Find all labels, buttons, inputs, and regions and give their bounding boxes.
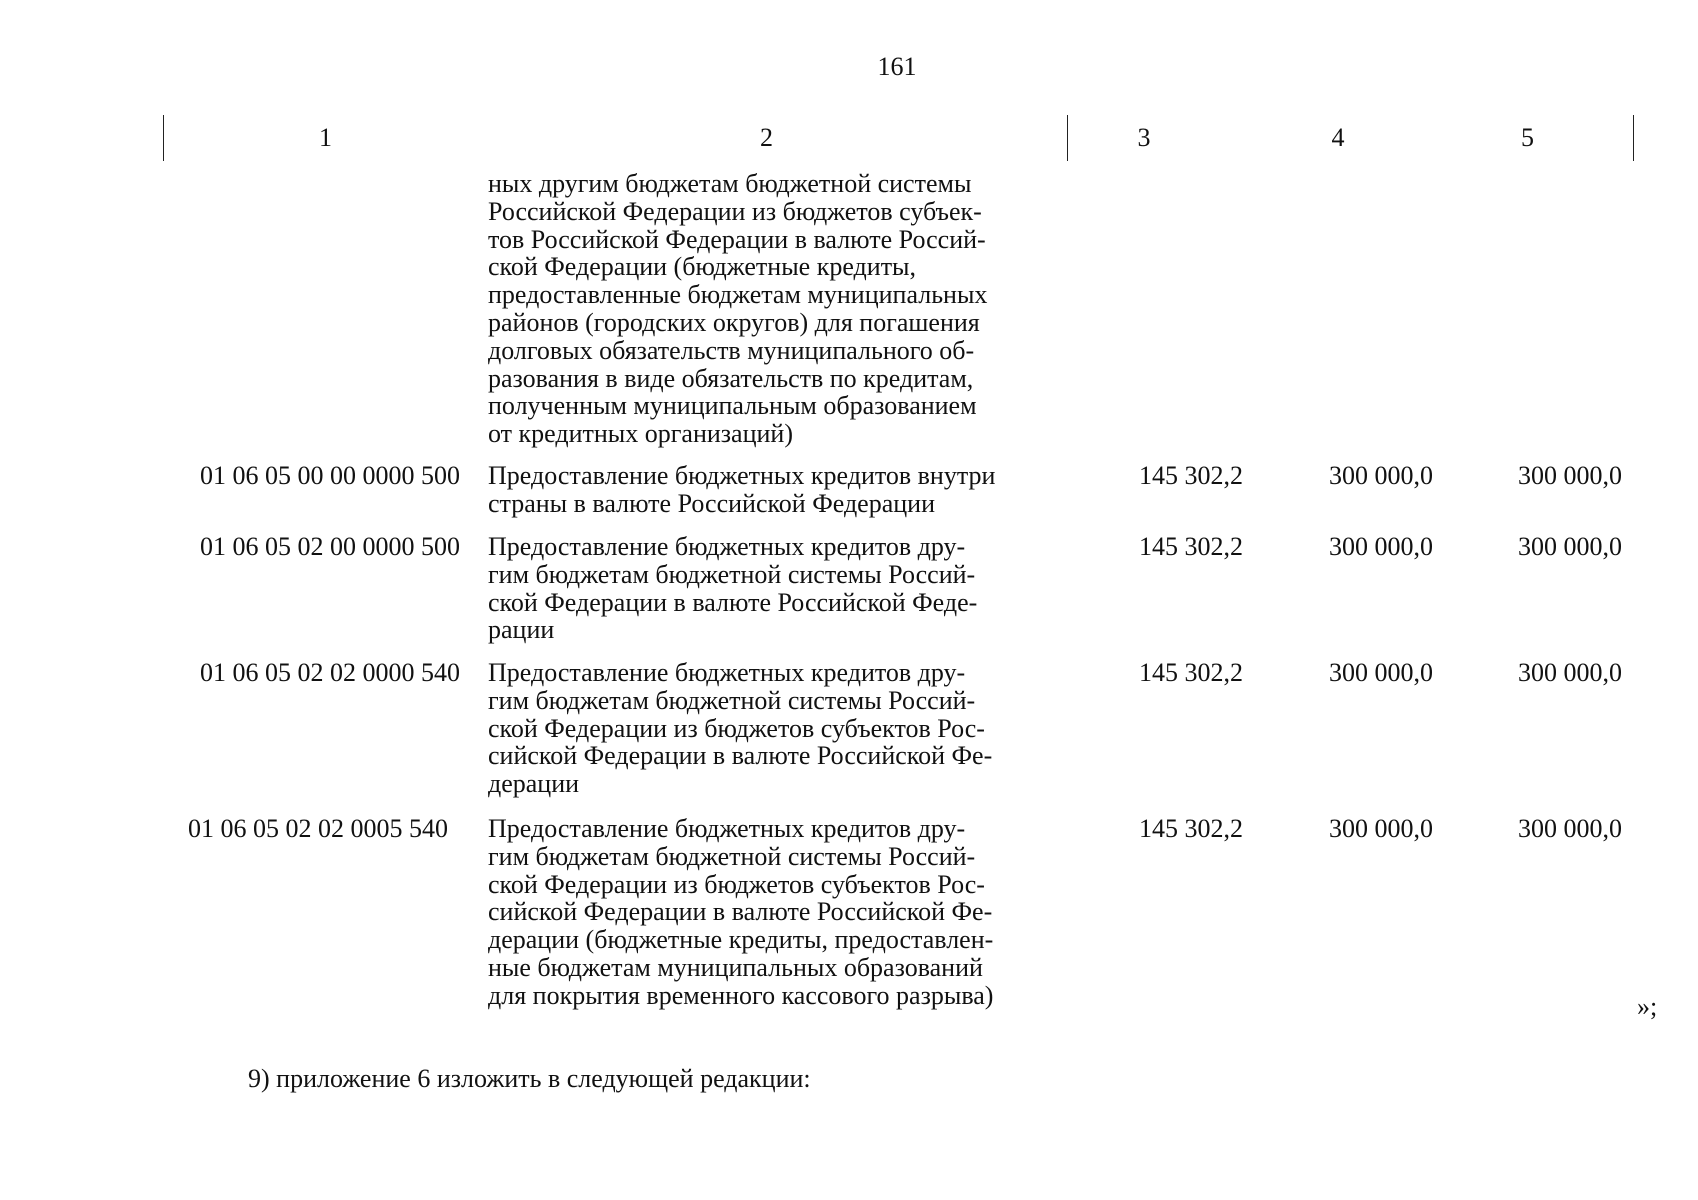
header-col-5: 5 — [1521, 123, 1534, 152]
row-value-col4: 300 000,0 — [1329, 532, 1433, 561]
row-description: ных другим бюджетам бюджетной системы Российской Федерации из бюджетов субъек- тов Российской Федерации в валюте Россий- ской Федерации (бюджетные кредиты, предоставленные бюджетам муниципальных районов (городских округов) для погашения долговых обязательств муниципального об- разования в виде обязательств по кредитам, полученным муниципальным образованием от кредитных организаций) — [488, 169, 988, 449]
table-row — [163, 533, 1633, 644]
table-row — [163, 815, 1633, 1010]
row-value-col3: 145 302,2 — [1139, 532, 1243, 561]
row-description: Предоставление бюджетных кредитов внутри страны в валюте Российской Федерации — [488, 461, 996, 518]
table-row-continuation — [163, 170, 1633, 448]
page-number: 161 — [877, 52, 917, 81]
instruction-paragraph: 9) приложение 6 изложить в следующей редакции: — [248, 1064, 811, 1093]
row-code: 01 06 05 02 02 0000 540 — [200, 658, 460, 687]
row-value-col3: 145 302,2 — [1139, 461, 1243, 490]
header-right-border — [1633, 115, 1634, 161]
header-left-border — [163, 115, 164, 161]
row-code: 01 06 05 02 02 0005 540 — [188, 814, 448, 843]
header-col-2: 2 — [760, 123, 773, 152]
table-row — [163, 659, 1633, 798]
row-description: Предоставление бюджетных кредитов дру- гим бюджетам бюджетной системы Россий- ской Федерации из бюджетов субъектов Рос- сийской Федерации в валюте Российской Фе- дерации — [488, 658, 993, 799]
row-value-col4: 300 000,0 — [1329, 658, 1433, 687]
row-code: 01 06 05 02 00 0000 500 — [200, 532, 460, 561]
row-code-empty — [163, 170, 488, 448]
header-col-1: 1 — [319, 123, 332, 152]
table-row — [163, 462, 1633, 518]
row-value-col4: 300 000,0 — [1329, 814, 1433, 843]
row-code: 01 06 05 00 00 0000 500 — [200, 461, 460, 490]
row-value-col5: 300 000,0 — [1518, 814, 1622, 843]
row-description: Предоставление бюджетных кредитов дру- гим бюджетам бюджетной системы Россий- ской Федерации из бюджетов субъектов Рос- сийской Федерации в валюте Российской Фе- дерации (бюджетные кредиты, предоставлен- ные бюджетам муниципальных образований для покрытия временного кассового разрыва) — [488, 814, 994, 1010]
row-value-col5: 300 000,0 — [1518, 461, 1622, 490]
row-value-col5: 300 000,0 — [1518, 532, 1622, 561]
row-description: Предоставление бюджетных кредитов дру- гим бюджетам бюджетной системы Россий- ской Федерации в валюте Российской Феде- рации — [488, 532, 978, 645]
header-col-4: 4 — [1331, 123, 1345, 152]
header-divider — [1067, 115, 1068, 161]
row-value-col3: 145 302,2 — [1139, 658, 1243, 687]
row-value-col5: 300 000,0 — [1518, 658, 1622, 687]
closing-quote: »; — [1637, 992, 1658, 1021]
row-value-col3: 145 302,2 — [1139, 814, 1243, 843]
header-col-3: 3 — [1137, 123, 1151, 152]
table-header — [163, 115, 1633, 161]
row-value-col4: 300 000,0 — [1329, 461, 1433, 490]
